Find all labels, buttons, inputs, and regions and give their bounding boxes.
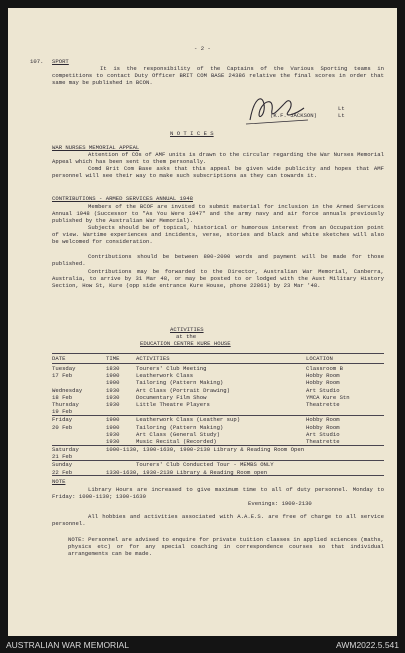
war-nurses-paragraph-2: Comd Brit Com Base asks that this appeal be given wide publicity and hopes that AMF personnel will see their way to make such subscriptions as they can towards it.	[52, 165, 384, 180]
contributions-paragraph-1: Members of the BCOF are invited to submit material for inclusion in the Armed Services Annual 1948 (Successor to "As You Were 1947" and the army navy and air force annuals previously published by the Australian War Memorial).	[52, 203, 384, 225]
cell-activity: Documentary Film Show	[136, 393, 207, 401]
cell-location: Classroom B	[306, 365, 343, 372]
cell-location: YMCA Kure Stn	[306, 393, 350, 401]
signature-suffix: Lt	[338, 112, 345, 119]
footer-institution: AUSTRALIAN WAR MEMORIAL	[6, 640, 129, 650]
contributions-paragraph-3: Contributions should be between 800-2000 words and payment will be made for those published.	[52, 253, 384, 268]
table-row	[52, 401, 384, 408]
cell-location: Theatrette	[306, 400, 340, 408]
table-rule-top	[52, 353, 384, 354]
cell-time: 1830	[106, 365, 120, 372]
table-row	[52, 438, 384, 445]
cell-location: Hobby Room	[306, 423, 340, 431]
cell-activity: Tailoring (Pattern Making)	[136, 423, 224, 431]
signature-scribble	[244, 90, 314, 130]
header-date: DATE	[52, 355, 66, 362]
cell-location: Theatrette	[306, 437, 340, 445]
note-heading: NOTE	[52, 478, 66, 485]
contributions-paragraph-2: Subjects should be of topical, historical or humorous interest from an Occupation point of view. Wartime experiences and incidents, verse, stories and black and white sketches will also be welcomed for consideration.	[52, 224, 384, 246]
note-hobbies: All hobbies and activities associated with A.A.E.S. are free of charge to all service personnel.	[52, 513, 384, 528]
cell-date: 17 Feb	[52, 372, 73, 380]
cell-date: Sunday	[52, 461, 73, 469]
cell-activity: Little Theatre Players	[136, 400, 210, 408]
activities-title: ACTIVITIES	[170, 326, 204, 333]
cell-time: 1930	[106, 386, 120, 394]
table-row	[52, 387, 384, 394]
contributions-heading: CONTRIBUTIONS - ARMED SERVICES ANNUAL 1948	[52, 195, 193, 202]
cell-date: Friday	[52, 416, 73, 424]
cell-date: 21 Feb	[52, 453, 73, 461]
cell-activity: Art Class (General Study)	[136, 430, 220, 438]
war-nurses-heading: WAR NURSES MEMORIAL APPEAL	[52, 144, 140, 151]
header-time: TIME	[106, 355, 120, 362]
cell-location: Hobby Room	[306, 379, 340, 387]
contributions-paragraph-4: Contributions may be forwarded to the Director, Australian War Memorial, Canberra, Australia, to arrive by 31 Mar 48, or may be posted to or lodged with the Aust Military History Section, How St, Kure (opp side entrance Kure House, phone 22861) by 23 Mar '48.	[52, 268, 384, 290]
sport-number: 107.	[30, 58, 44, 65]
cell-date: Saturday	[52, 446, 79, 454]
note-tuition: NOTE: Personnel are advised to enquire for private tuition classes in applied sciences (maths, physics etc) or for any special coaching in correspondence courses so that individual arrangements can be made.	[68, 536, 384, 558]
cell-date: 22 Feb	[52, 468, 73, 476]
header-activities: ACTIVITIES	[136, 355, 170, 362]
footer-accession: AWM2022.5.541	[336, 640, 399, 650]
activities-at: at the	[176, 333, 197, 340]
cell-date: Tuesday	[52, 365, 76, 372]
note-evenings: Evenings: 1900-2130	[248, 500, 312, 507]
cell-time: 1900	[106, 372, 120, 380]
cell-location: Hobby Room	[306, 372, 340, 380]
cell-activity: Tailoring (Pattern Making)	[136, 379, 224, 387]
war-nurses-paragraph-1: Attention of COs of AMF units is drawn to the circular regarding the War Nurses Memorial Appeal which has been sent to them personally.	[52, 151, 384, 166]
cell-location: Hobby Room	[306, 416, 340, 424]
cell-activity: Art Class (Portrait Drawing)	[136, 386, 230, 394]
cell-date: 20 Feb	[52, 423, 73, 431]
note-library: Library Hours are increased to give maximum time to all of duty personnel. Monday to Friday: 1000-1130; 1300-1630	[52, 486, 384, 501]
table-row	[52, 394, 384, 401]
table-row	[52, 408, 384, 415]
table-row	[52, 379, 384, 386]
table-row	[52, 365, 384, 372]
notices-title: N O T I C E S	[170, 130, 214, 137]
cell-time: 1930	[106, 393, 120, 401]
table-row	[52, 445, 384, 453]
cell-time: 1900	[106, 416, 120, 424]
activities-header-row	[52, 355, 384, 362]
cell-activity: Tourers' Club Meeting	[136, 365, 207, 372]
table-row	[52, 424, 384, 431]
document-page	[8, 8, 397, 636]
cell-activity: Music Recital (Recorded)	[136, 437, 217, 445]
table-row	[52, 453, 384, 460]
cell-location: Art Studio	[306, 430, 340, 438]
activities-place: EDUCATION CENTRE KURE HOUSE	[140, 340, 231, 347]
cell-time: 1930	[106, 400, 120, 408]
cell-time: 1900	[106, 423, 120, 431]
cell-time: 1930	[106, 437, 120, 445]
table-row	[52, 431, 384, 438]
cell-date: Wednesday	[52, 386, 83, 394]
cell-time: 1900	[106, 379, 120, 387]
cell-date: Thursday	[52, 400, 79, 408]
activities-table	[52, 365, 384, 476]
cell-time: 1930	[106, 430, 120, 438]
signature-name: (K.F. JACKSON)	[270, 112, 317, 119]
header-location: LOCATION	[306, 355, 333, 362]
cell-date: 19 Feb	[52, 408, 73, 416]
cell-activity: Leatherwork Class	[136, 372, 194, 380]
sport-heading: SPORT	[52, 58, 69, 65]
archive-footer	[0, 638, 405, 653]
page-number: - 2 -	[194, 45, 211, 52]
cell-location: Art Studio	[306, 386, 340, 394]
cell-activity: Tourers' Club Conducted Tour - MEMBS ONLY	[136, 461, 274, 469]
table-rule-header	[52, 363, 384, 364]
table-row	[52, 460, 384, 468]
table-row	[52, 372, 384, 379]
signature-rank: Lt	[338, 105, 345, 112]
cell-date: 18 Feb	[52, 393, 73, 401]
sport-text: It is the responsibility of the Captains of the Various Sporting teams in competitions to contact Duty Officer BRIT COM BASE 24386 relative the final scores in order that same may be published in BCON.	[52, 65, 384, 87]
table-row	[52, 415, 384, 423]
cell-time: 1330-1630, 1930-2130 Library & Reading Room open	[106, 468, 268, 476]
cell-time: 1000-1130, 1300-1630, 1900-2130 Library & Reading Room Open	[106, 446, 305, 454]
table-rule-bottom	[52, 475, 384, 476]
cell-activity: Leatherwork Class (Leather sup)	[136, 416, 241, 424]
